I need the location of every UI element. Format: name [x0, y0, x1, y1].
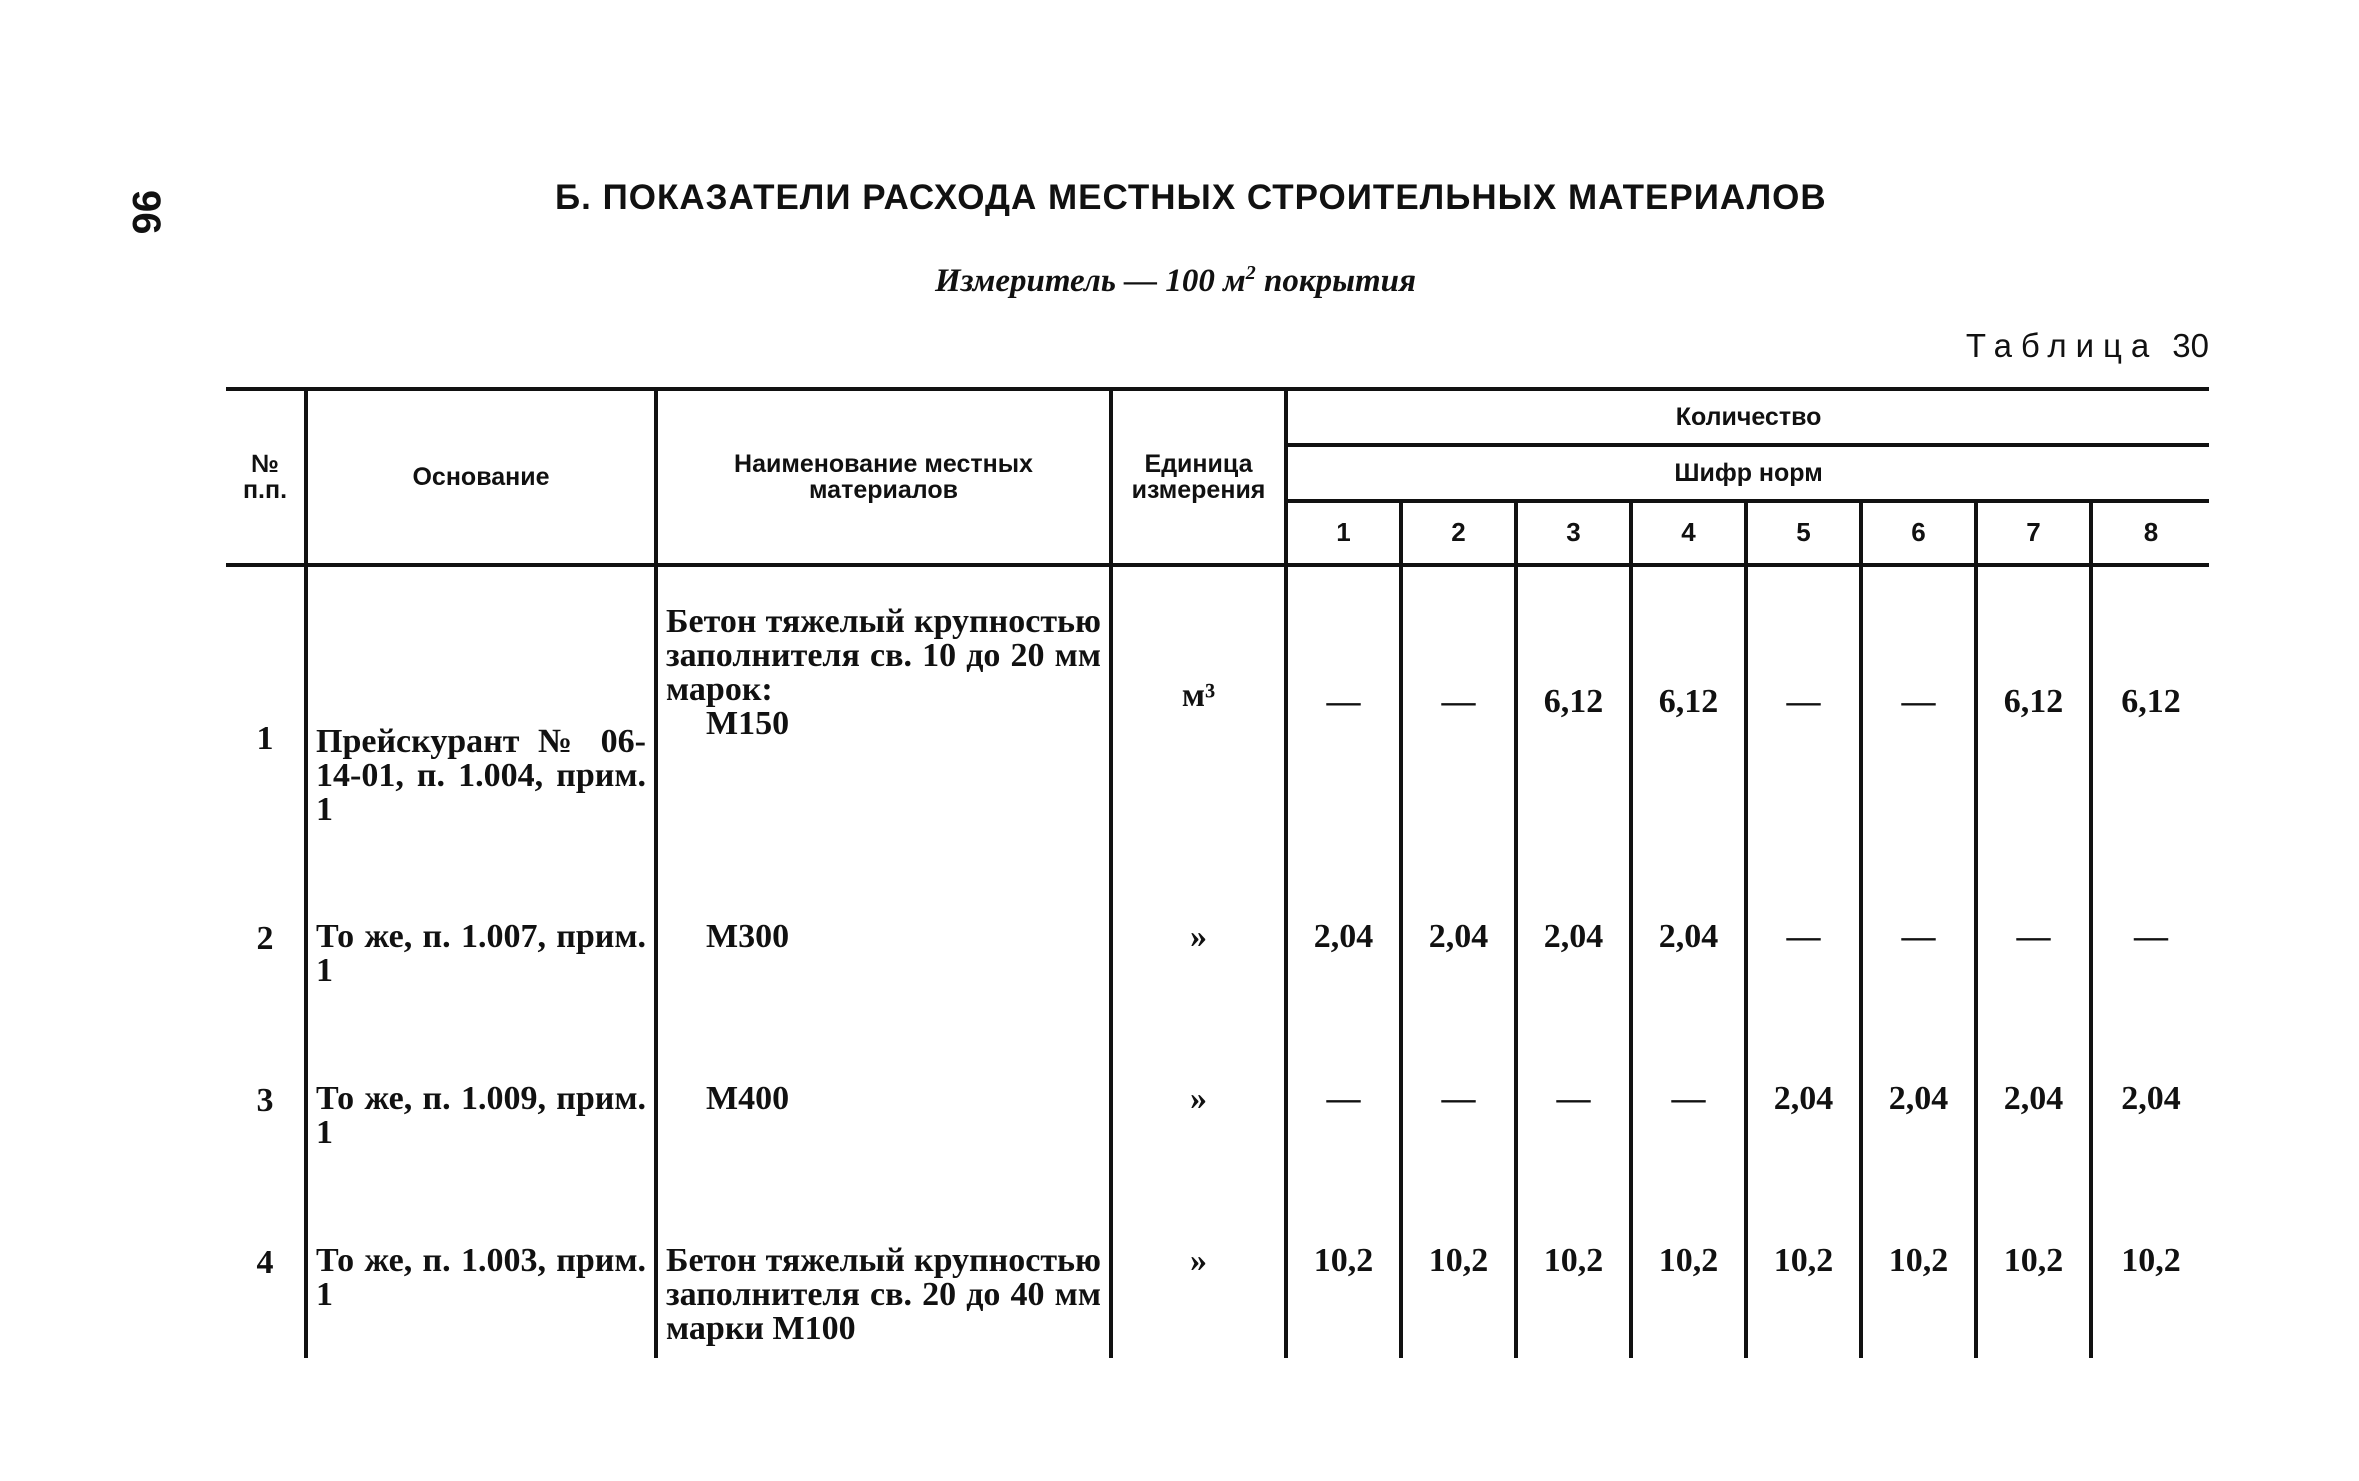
- value-cell: —: [1286, 1072, 1401, 1234]
- header-code-8: 8: [2091, 501, 2209, 565]
- value-cell: 10,2: [1401, 1234, 1516, 1358]
- row-unit: »: [1111, 1234, 1286, 1358]
- material-grade: М400: [706, 1080, 790, 1117]
- row-unit: »: [1111, 1072, 1286, 1234]
- measure-suffix: покрытия: [1264, 263, 1417, 299]
- header-no: № п.п.: [242, 449, 288, 504]
- row-number: 2: [256, 920, 274, 957]
- row-material: [656, 565, 1111, 910]
- value-cell: 2,04: [1976, 1072, 2091, 1234]
- header-material: Наименование местных материалов: [656, 389, 1111, 565]
- value-cell: —: [1746, 565, 1861, 910]
- value-cell: 10,2: [1631, 1234, 1746, 1358]
- value-cell: 10,2: [1746, 1234, 1861, 1358]
- value-cell: 2,04: [1401, 910, 1516, 1072]
- page-number: 96: [124, 190, 168, 235]
- row-basis: То же, п. 1.009, прим. 1: [306, 1072, 656, 1234]
- value-cell: 2,04: [1631, 910, 1746, 1072]
- header-code-2: 2: [1401, 501, 1516, 565]
- header-code-5: 5: [1746, 501, 1861, 565]
- row-number: 3: [256, 1082, 274, 1119]
- value-cell: —: [1861, 565, 1976, 910]
- value-cell: 10,2: [1516, 1234, 1631, 1358]
- table-row: [226, 565, 2209, 910]
- value-cell: 2,04: [1286, 910, 1401, 1072]
- row-basis: То же, п. 1.003, прим. 1: [306, 1234, 656, 1358]
- row-number: 1: [256, 720, 274, 757]
- material-grade: М300: [706, 918, 790, 955]
- value-cell: 10,2: [1861, 1234, 1976, 1358]
- header-code-3: 3: [1516, 501, 1631, 565]
- row-basis: Прейскурант № 06-14-01, п. 1.004, прим. 1: [306, 565, 656, 910]
- header-code-4: 4: [1631, 501, 1746, 565]
- value-cell: —: [1861, 910, 1976, 1072]
- value-cell: —: [1516, 1072, 1631, 1234]
- row-material: [656, 910, 1111, 1072]
- value-cell: —: [1631, 1072, 1746, 1234]
- header-code-7: 7: [1976, 501, 2091, 565]
- material-description: Бетон тяжелый крупностью заполнителя св. 10 до 20 мм марок:: [666, 603, 1101, 708]
- header-code-6: 6: [1861, 501, 1976, 565]
- value-cell: —: [1286, 565, 1401, 910]
- value-cell: 10,2: [2091, 1234, 2209, 1358]
- value-cell: 10,2: [1976, 1234, 2091, 1358]
- table-row: [226, 1072, 2209, 1234]
- value-cell: 2,04: [1516, 910, 1631, 1072]
- value-cell: 10,2: [1286, 1234, 1401, 1358]
- header-code-1: 1: [1286, 501, 1401, 565]
- measure-caption: [935, 262, 1416, 300]
- value-cell: —: [1401, 565, 1516, 910]
- value-cell: —: [2091, 910, 2209, 1072]
- value-cell: 6,12: [1516, 565, 1631, 910]
- consumption-table: [226, 387, 2209, 1358]
- value-cell: 6,12: [2091, 565, 2209, 910]
- measure-prefix: Измеритель — 100: [935, 263, 1215, 299]
- header-unit: Единица измерения: [1111, 389, 1286, 565]
- value-cell: 2,04: [1746, 1072, 1861, 1234]
- value-cell: 2,04: [1861, 1072, 1976, 1234]
- header-basis: Основание: [306, 389, 656, 565]
- material-description: Бетон тяжелый крупностью заполнителя св. 20 до 40 мм марки М100: [666, 1242, 1101, 1347]
- header-quantity: Количество: [1286, 389, 2209, 445]
- measure-unit: $м^2$: [1223, 262, 1256, 299]
- table-label-word: Таблица: [1965, 327, 2159, 364]
- value-cell: —: [1976, 910, 2091, 1072]
- material-grade: М150: [706, 705, 790, 742]
- section-heading: Б. ПОКАЗАТЕЛИ РАСХОДА МЕСТНЫХ СТРОИТЕЛЬНЫХ МАТЕРИАЛОВ: [555, 178, 1827, 217]
- table-label-number: 30: [2172, 327, 2209, 364]
- row-unit: »: [1111, 910, 1286, 1072]
- row-unit: м³: [1111, 565, 1286, 910]
- table-row: [226, 910, 2209, 1072]
- header-code-group: Шифр норм: [1286, 445, 2209, 501]
- table-label: [1966, 327, 2209, 365]
- value-cell: —: [1746, 910, 1861, 1072]
- value-cell: 6,12: [1976, 565, 2091, 910]
- value-cell: 6,12: [1631, 565, 1746, 910]
- row-basis: То же, п. 1.007, прим. 1: [306, 910, 656, 1072]
- table-row: [226, 1234, 2209, 1358]
- value-cell: —: [1401, 1072, 1516, 1234]
- row-material: [656, 1072, 1111, 1234]
- row-number: 4: [256, 1244, 274, 1281]
- row-material: [656, 1234, 1111, 1358]
- value-cell: 2,04: [2091, 1072, 2209, 1234]
